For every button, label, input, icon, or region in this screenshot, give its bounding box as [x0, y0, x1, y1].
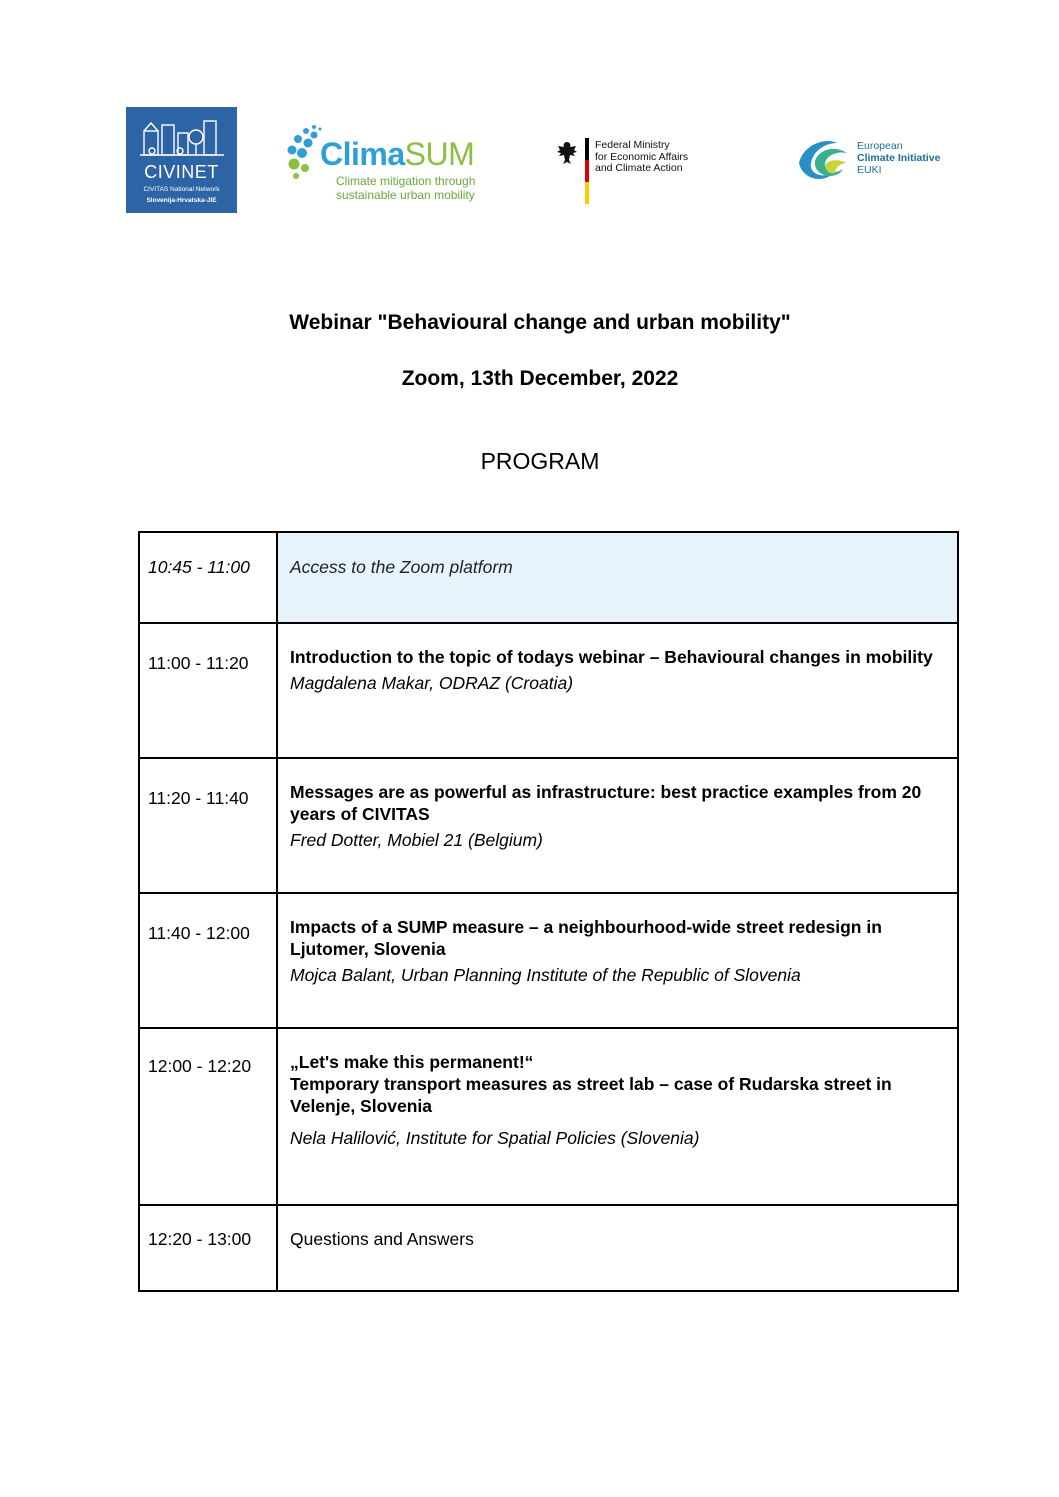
bmwk-line-1: Federal Ministry: [595, 139, 670, 151]
german-flag-bar: [585, 138, 589, 204]
speaker: Magdalena Makar, ODRAZ (Croatia): [290, 673, 574, 693]
speaker: Fred Dotter, Mobiel 21 (Belgium): [290, 830, 543, 850]
federal-eagle-icon: [555, 140, 579, 166]
speaker: Mojca Balant, Urban Planning Institute of the Republic of Slovenia: [290, 965, 801, 985]
civinet-line1: CIVITAS National Network: [143, 186, 220, 193]
talk-title-line-1: „Let's make this permanent!“: [290, 1052, 534, 1072]
civinet-name: CIVINET: [144, 162, 219, 182]
climasum-logo: [284, 122, 499, 204]
civinet-logo: [126, 107, 237, 213]
agenda-time: 10:45 - 11:00: [139, 532, 277, 623]
speaker: Nela Halilović, Institute for Spatial Policies (Slovenia): [290, 1128, 700, 1148]
agenda-text: Access to the Zoom platform: [277, 532, 958, 623]
bmwk-line-2: for Economic Affairs: [595, 150, 689, 163]
bmwk-line-3: and Climate Action: [595, 162, 683, 174]
euki-line-2: Climate Initiative: [857, 152, 941, 164]
agenda-row: [139, 758, 958, 893]
climasum-tagline-2: sustainable urban mobility: [336, 188, 475, 202]
talk-title: Messages are as powerful as infrastructure: best practice examples from 20 years of CIVITAS: [290, 782, 922, 824]
euki-line-1: European: [857, 140, 903, 152]
page-title: Webinar "Behavioural change and urban mobility": [289, 311, 791, 334]
agenda-time: 12:00 - 12:20: [139, 1028, 277, 1205]
climasum-name-b: SUM: [404, 136, 475, 172]
talk-title: Impacts of a SUMP measure – a neighbourhood-wide street redesign in Ljutomer, Slovenia: [290, 917, 882, 959]
agenda-cell: [277, 623, 958, 758]
climasum-name: [320, 136, 474, 173]
agenda-time: 12:20 - 13:00: [139, 1205, 277, 1291]
agenda-row: [139, 623, 958, 758]
page-subtitle: Zoom, 13th December, 2022: [401, 367, 679, 390]
agenda-cell: [277, 893, 958, 1028]
talk-title: Temporary transport measures as street lab – case of Rudarska street in Velenje, Slovenia: [290, 1074, 892, 1116]
agenda-cell: [277, 758, 958, 893]
agenda-table: [138, 531, 959, 1292]
dots-icon: [284, 122, 324, 182]
agenda-text: Questions and Answers: [277, 1205, 958, 1291]
city-skyline-icon: [140, 113, 224, 161]
agenda-row: [139, 893, 958, 1028]
agenda-time: 11:40 - 12:00: [139, 893, 277, 1028]
bmwk-logo: [555, 138, 695, 208]
civinet-line2: Slovenija-Hrvatska-JIE: [146, 197, 217, 204]
agenda-row: [139, 1205, 958, 1291]
talk-title: Introduction to the topic of todays webinar – Behavioural changes in mobility: [290, 647, 933, 667]
euki-text: [857, 140, 940, 176]
euki-line-3: EUKI: [857, 164, 882, 176]
agenda-cell: [277, 1028, 958, 1205]
agenda-row: [139, 532, 958, 623]
euki-logo: [795, 133, 955, 185]
agenda-row: [139, 1028, 958, 1205]
agenda-time: 11:00 - 11:20: [139, 623, 277, 758]
bmwk-text: [595, 140, 688, 175]
section-heading: PROGRAM: [480, 448, 600, 474]
climasum-tagline-1: Climate mitigation through: [336, 174, 476, 188]
climasum-name-a: Clima: [320, 136, 405, 172]
agenda-time: 11:20 - 11:40: [139, 758, 277, 893]
euki-swirl-icon: [795, 133, 851, 185]
